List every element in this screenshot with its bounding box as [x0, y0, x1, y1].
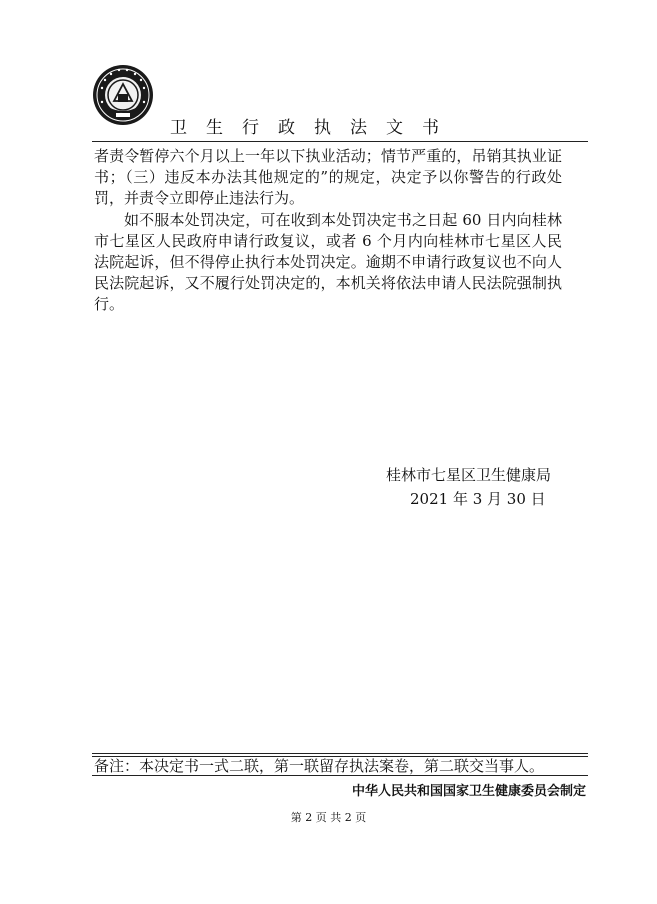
body-paragraph-1: 者责令暂停六个月以上一年以下执业活动；情节严重的，吊销其执业证书；（三）违反本办法其他规定的”的规定，决定予以你警告的行政处罚，并责令立即停止违法行为。 — [94, 147, 562, 207]
title-divider — [92, 141, 588, 142]
note-divider-top — [92, 753, 588, 754]
remarks-note: 备注：本决定书一式二联，第一联留存执法案卷，第二联交当事人。 — [94, 757, 545, 775]
document-maker: 中华人民共和国国家卫生健康委员会制定 — [351, 784, 586, 799]
issue-date: 2021 年 3 月 30 日 — [410, 490, 546, 508]
body-paragraph-2: 如不服本处罚决定，可在收到本处罚决定书之日起 60 日内向桂林市七星区人民政府申请行政复议，或者 6 个月内向桂林市七星区人民法院起诉，但不得停止执行本处罚决定。逾期不申请行政复议也不向人民法院起诉，又不履行处罚决定的，本机关将依法申请人民法院强制执行。 — [94, 211, 562, 313]
document-title: 卫生行政执法文书 — [170, 118, 458, 138]
note-divider-bottom — [92, 775, 588, 776]
national-health-inspection-emblem-icon — [92, 64, 154, 126]
signature-block — [386, 463, 586, 511]
issuing-organization: 桂林市七星区卫生健康局 — [386, 466, 552, 484]
page-number: 第 2 页 共 2 页 — [290, 811, 367, 824]
document-body — [94, 146, 562, 316]
